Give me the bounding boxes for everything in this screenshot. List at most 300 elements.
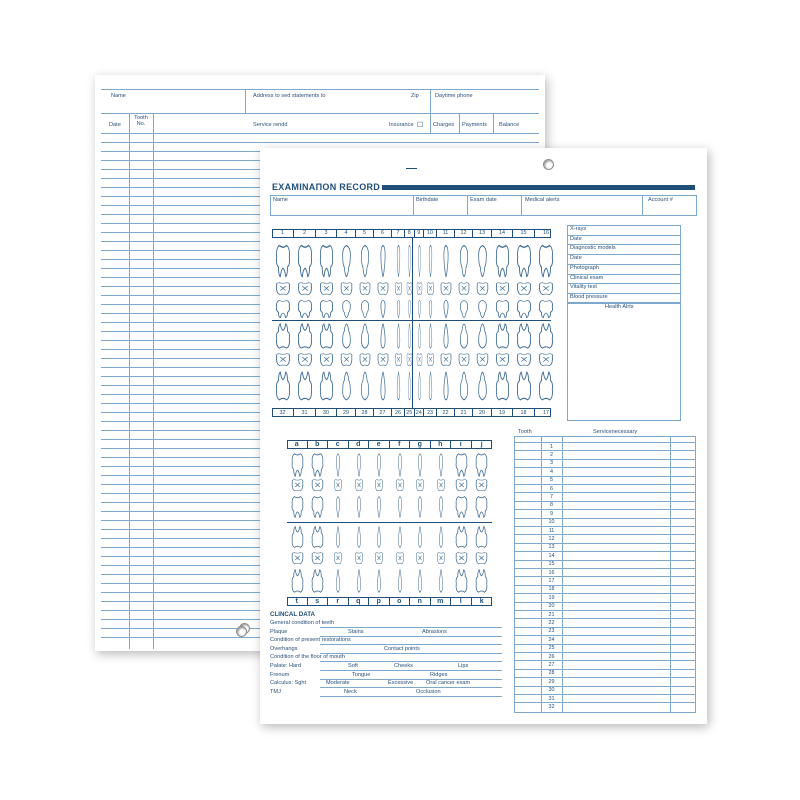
service-tooth-number: 12: [548, 536, 555, 542]
permanent-tooth[interactable]: [339, 299, 354, 319]
permanent-tooth[interactable]: [406, 299, 413, 319]
info-row-label: Photograph: [570, 264, 599, 271]
permanent-tooth[interactable]: [376, 322, 390, 350]
primary-upper-letter: c: [328, 440, 349, 448]
permanent-tooth[interactable]: [494, 352, 511, 369]
clinical-field-label: Plaque: [270, 628, 288, 635]
permanent-tooth[interactable]: [457, 243, 471, 279]
permanent-tooth[interactable]: [439, 281, 453, 298]
primary-tooth[interactable]: [474, 452, 489, 478]
clinical-field-label: Palate: Hard: [270, 663, 302, 669]
permanent-tooth[interactable]: [439, 299, 453, 319]
service-tooth-number: 31: [548, 695, 555, 702]
primary-tooth[interactable]: [474, 568, 489, 594]
service-tooth-number: 2: [550, 452, 553, 458]
service-tooth-header: Tooth: [518, 429, 532, 435]
primary-tooth[interactable]: [333, 568, 343, 594]
permanent-tooth[interactable]: [475, 243, 490, 279]
primary-tooth[interactable]: [374, 495, 384, 519]
permanent-tooth[interactable]: [339, 322, 354, 350]
upper-tooth-number: 11: [437, 229, 455, 237]
permanent-tooth[interactable]: [296, 322, 314, 350]
primary-tooth[interactable]: [395, 452, 405, 478]
primary-tooth[interactable]: [474, 495, 489, 519]
col-header-date: Date: [109, 122, 121, 128]
birthdate-label: Birthdate: [416, 197, 439, 203]
clinical-title: CLINCAL DATA: [270, 611, 316, 618]
insurance-checkbox[interactable]: ☐: [417, 122, 424, 129]
info-row-rule: [567, 235, 681, 236]
service-tooth-number: 19: [548, 594, 555, 601]
primary-tooth[interactable]: [290, 478, 305, 494]
clinical-field-label: Tongue: [352, 671, 371, 678]
service-tooth-number: 15: [548, 561, 555, 568]
primary-tooth[interactable]: [415, 551, 425, 567]
permanent-tooth[interactable]: [439, 352, 453, 369]
service-tooth-number: 1: [550, 443, 553, 450]
permanent-tooth[interactable]: [475, 352, 490, 369]
primary-tooth[interactable]: [310, 525, 325, 549]
service-tooth-number: 8: [550, 502, 553, 509]
fold-mark: [406, 168, 417, 169]
primary-tooth[interactable]: [374, 568, 384, 594]
primary-tooth[interactable]: [290, 551, 305, 567]
upper-tooth-number: 5: [356, 229, 374, 237]
lower-tooth-number: 22: [437, 409, 455, 417]
service-tooth-number: 26: [548, 653, 555, 660]
name-field-label: Name: [111, 93, 126, 99]
primary-upper-letter: h: [431, 440, 452, 448]
clinical-fill-line[interactable]: [320, 627, 502, 628]
primary-tooth[interactable]: [454, 525, 469, 549]
occlusal-line: [272, 320, 551, 321]
permanent-tooth[interactable]: [274, 243, 292, 279]
primary-tooth[interactable]: [354, 495, 364, 519]
header-divider: [642, 195, 643, 216]
permanent-tooth[interactable]: [416, 299, 423, 319]
service-tooth-number: 18: [548, 586, 555, 593]
permanent-tooth[interactable]: [439, 243, 453, 279]
col-header-payments: Payments: [462, 122, 487, 128]
permanent-tooth[interactable]: [494, 281, 511, 298]
primary-tooth[interactable]: [374, 452, 384, 478]
primary-tooth[interactable]: [474, 478, 489, 494]
permanent-tooth[interactable]: [274, 281, 292, 298]
info-row-label: Blood pressure: [570, 293, 608, 300]
upper-tooth-number: 3: [316, 229, 337, 237]
primary-lower-letter: p: [369, 597, 390, 605]
permanent-tooth[interactable]: [274, 299, 292, 319]
permanent-tooth[interactable]: [457, 322, 471, 350]
permanent-tooth[interactable]: [515, 370, 533, 402]
permanent-tooth[interactable]: [537, 299, 555, 319]
permanent-tooth[interactable]: [426, 370, 435, 402]
primary-upper-letter: j: [480, 441, 483, 448]
permanent-tooth[interactable]: [394, 322, 403, 350]
clinical-field-label: Ridges: [430, 671, 448, 678]
exam-record-sheet: [260, 148, 707, 724]
upper-tooth-number: 14: [492, 229, 513, 237]
info-row-label: Vitality test: [570, 284, 597, 291]
service-tooth-number: 30: [548, 687, 555, 694]
primary-tooth[interactable]: [395, 551, 405, 567]
permanent-tooth[interactable]: [515, 243, 533, 279]
permanent-tooth[interactable]: [537, 322, 555, 350]
primary-tooth[interactable]: [395, 525, 405, 549]
info-row-label: Date: [570, 255, 582, 262]
service-col-line: [670, 436, 671, 713]
lower-tooth-number: 30: [316, 409, 337, 417]
service-tooth-number: 7: [550, 494, 553, 500]
permanent-tooth[interactable]: [426, 322, 435, 350]
col-header-balance: Balance: [499, 122, 520, 128]
permanent-tooth[interactable]: [475, 281, 490, 298]
info-row-label: Diagnostic models: [570, 245, 616, 252]
primary-upper-letter: i: [451, 440, 472, 448]
clinical-field-label: Moderate: [326, 680, 350, 687]
clinical-fill-line[interactable]: [320, 696, 502, 697]
primary-lower-letter: s: [308, 597, 329, 605]
permanent-tooth[interactable]: [358, 243, 372, 279]
permanent-tooth[interactable]: [426, 299, 435, 319]
permanent-tooth[interactable]: [475, 370, 490, 402]
permanent-tooth[interactable]: [274, 370, 292, 402]
permanent-tooth[interactable]: [394, 281, 403, 298]
clinical-field-label: Cheeks: [394, 663, 413, 669]
permanent-tooth[interactable]: [475, 322, 490, 350]
permanent-tooth[interactable]: [318, 243, 335, 279]
service-tooth-number: 24: [548, 636, 555, 643]
permanent-tooth[interactable]: [475, 299, 490, 319]
primary-upper-letter: a: [287, 440, 308, 448]
permanent-tooth[interactable]: [426, 281, 435, 298]
clinical-field-label: Contact points: [384, 645, 420, 652]
permanent-tooth[interactable]: [394, 299, 403, 319]
permanent-tooth[interactable]: [537, 243, 555, 279]
service-tooth-number: 23: [548, 628, 555, 635]
permanent-tooth[interactable]: [318, 352, 335, 369]
primary-lower-letter: m: [431, 597, 452, 605]
permanent-tooth[interactable]: [406, 370, 413, 402]
permanent-tooth[interactable]: [439, 370, 453, 402]
permanent-tooth[interactable]: [296, 370, 314, 402]
clinical-field-label: Oral cancer exam: [426, 680, 471, 687]
permanent-tooth[interactable]: [515, 299, 533, 319]
permanent-tooth[interactable]: [416, 352, 423, 369]
ledger-col-line: [459, 113, 460, 133]
lower-tooth-number: 18: [513, 409, 535, 417]
permanent-tooth[interactable]: [318, 370, 335, 402]
upper-tooth-number: 10: [424, 229, 437, 237]
permanent-tooth[interactable]: [537, 370, 555, 402]
permanent-tooth[interactable]: [318, 322, 335, 350]
permanent-tooth[interactable]: [494, 299, 511, 319]
primary-tooth[interactable]: [310, 478, 325, 494]
clinical-fill-line[interactable]: [320, 670, 502, 671]
upper-tooth-number: 15: [513, 229, 535, 237]
primary-tooth[interactable]: [333, 551, 343, 567]
primary-tooth[interactable]: [436, 525, 446, 549]
lower-tooth-number: 25: [405, 409, 415, 417]
ledger-field-bottom-rule: [101, 113, 539, 114]
primary-tooth[interactable]: [333, 452, 343, 478]
lower-tooth-number: 17: [543, 410, 549, 416]
lower-tooth-number: 26: [392, 409, 405, 417]
upper-tooth-number: 7: [392, 229, 405, 237]
permanent-tooth[interactable]: [274, 352, 292, 369]
permanent-tooth[interactable]: [274, 322, 292, 350]
service-tooth-number: 20: [548, 603, 555, 610]
primary-tooth[interactable]: [474, 525, 489, 549]
permanent-tooth[interactable]: [394, 352, 403, 369]
upper-tooth-number: 1: [272, 229, 294, 237]
service-tooth-number: 10: [548, 519, 555, 526]
lower-tooth-number: 28: [356, 409, 374, 417]
service-header: Servicenecessary: [593, 429, 638, 435]
upper-tooth-number: 16: [543, 230, 549, 236]
primary-tooth[interactable]: [354, 568, 364, 594]
clinical-fill-line[interactable]: [320, 653, 502, 654]
header-divider: [521, 195, 522, 216]
permanent-tooth[interactable]: [494, 370, 511, 402]
permanent-tooth[interactable]: [339, 281, 354, 298]
clinical-field-label: Neck: [344, 688, 357, 695]
permanent-tooth[interactable]: [416, 322, 423, 350]
permanent-tooth[interactable]: [515, 322, 533, 350]
service-tooth-number: 13: [548, 544, 555, 551]
primary-tooth[interactable]: [333, 478, 343, 494]
title-bar: [382, 185, 695, 190]
primary-lower-letter: o: [390, 597, 411, 605]
permanent-tooth[interactable]: [515, 281, 533, 298]
primary-tooth[interactable]: [290, 452, 305, 478]
ledger-col-line: [153, 113, 154, 649]
primary-tooth[interactable]: [415, 525, 425, 549]
header-divider: [467, 195, 468, 216]
ledger-top-rule: [101, 89, 539, 90]
primary-tooth[interactable]: [290, 525, 305, 549]
permanent-tooth[interactable]: [358, 352, 372, 369]
primary-upper-letter: d: [349, 440, 370, 448]
health-alerts-label: Health Alrts: [605, 304, 634, 310]
medical-alerts-label: Medical alerts: [525, 197, 560, 203]
lower-tooth-number: 31: [294, 409, 316, 417]
service-tooth-number: 6: [550, 485, 553, 492]
primary-tooth[interactable]: [354, 478, 364, 494]
permanent-tooth[interactable]: [394, 370, 403, 402]
upper-tooth-number: 12: [455, 229, 473, 237]
permanent-tooth[interactable]: [296, 299, 314, 319]
primary-tooth[interactable]: [436, 551, 446, 567]
permanent-tooth[interactable]: [416, 281, 423, 298]
primary-tooth[interactable]: [415, 568, 425, 594]
primary-tooth[interactable]: [454, 551, 469, 567]
exam-title: EXAMINAΠON RECORD: [272, 182, 381, 192]
clinical-field-label: Lips: [458, 663, 469, 669]
primary-tooth[interactable]: [436, 568, 446, 594]
permanent-tooth[interactable]: [296, 352, 314, 369]
permanent-tooth[interactable]: [376, 352, 390, 369]
permanent-tooth[interactable]: [457, 299, 471, 319]
primary-tooth[interactable]: [415, 452, 425, 478]
permanent-tooth[interactable]: [426, 352, 435, 369]
service-tooth-number: 22: [548, 620, 555, 626]
permanent-tooth[interactable]: [457, 281, 471, 298]
col-header-tooth: Tooth No.: [134, 115, 148, 127]
permanent-tooth[interactable]: [515, 352, 533, 369]
primary-upper-letter: b: [308, 440, 329, 448]
primary-tooth[interactable]: [436, 495, 446, 519]
punch-hole: [236, 626, 247, 637]
info-row-label: X-rays: [570, 226, 587, 232]
primary-tooth[interactable]: [290, 495, 305, 519]
permanent-tooth[interactable]: [358, 370, 372, 402]
permanent-tooth[interactable]: [376, 299, 390, 319]
permanent-tooth[interactable]: [339, 352, 354, 369]
permanent-tooth[interactable]: [416, 370, 423, 402]
col-header-service: Service rendd: [253, 122, 288, 128]
primary-tooth[interactable]: [415, 478, 425, 494]
permanent-tooth[interactable]: [318, 299, 335, 319]
primary-tooth[interactable]: [310, 495, 325, 519]
primary-tooth[interactable]: [436, 478, 446, 494]
clinical-field-label: Abrasions: [422, 628, 447, 635]
primary-tooth[interactable]: [454, 495, 469, 519]
primary-tooth[interactable]: [395, 478, 405, 494]
info-row-label: Date: [570, 235, 582, 242]
primary-tooth[interactable]: [354, 452, 364, 478]
permanent-tooth[interactable]: [537, 352, 555, 369]
ledger-field-divider: [245, 89, 246, 113]
primary-tooth[interactable]: [474, 551, 489, 567]
primary-tooth[interactable]: [395, 495, 405, 519]
ledger-field-divider: [430, 89, 431, 113]
primary-tooth[interactable]: [374, 478, 384, 494]
upper-tooth-number: 2: [294, 229, 316, 237]
permanent-tooth[interactable]: [457, 352, 471, 369]
lower-tooth-number: 23: [424, 409, 437, 417]
permanent-tooth[interactable]: [406, 352, 413, 369]
phone-field-label: Daytime phone: [435, 93, 473, 99]
primary-upper-letter: e: [369, 440, 390, 448]
primary-tooth[interactable]: [374, 551, 384, 567]
primary-tooth[interactable]: [310, 568, 325, 594]
lower-tooth-number: 19: [492, 409, 513, 417]
permanent-tooth[interactable]: [296, 281, 314, 298]
primary-tooth[interactable]: [310, 551, 325, 567]
primary-tooth[interactable]: [374, 525, 384, 549]
info-row-label: Clinical exam: [570, 274, 604, 281]
primary-tooth[interactable]: [415, 495, 425, 519]
service-tooth-number: 17: [548, 578, 555, 584]
service-tooth-number: 16: [548, 569, 555, 576]
service-tooth-number: 21: [548, 611, 555, 618]
primary-occlusal-line: [287, 522, 492, 523]
permanent-tooth[interactable]: [406, 322, 413, 350]
ledger-col-line: [493, 113, 494, 133]
header-divider: [413, 195, 414, 216]
primary-tooth[interactable]: [354, 551, 364, 567]
upper-tooth-number: 9: [415, 229, 425, 237]
permanent-tooth[interactable]: [339, 243, 354, 279]
permanent-tooth[interactable]: [416, 243, 423, 279]
ledger-row-rule: [101, 142, 539, 143]
lower-tooth-number: 20: [473, 409, 492, 417]
service-tooth-number: 4: [550, 468, 553, 475]
service-tooth-number: 5: [550, 477, 553, 484]
permanent-tooth[interactable]: [394, 243, 403, 279]
service-tooth-number: 28: [548, 670, 555, 677]
permanent-tooth[interactable]: [537, 281, 555, 298]
permanent-tooth[interactable]: [339, 370, 354, 402]
service-tooth-number: 25: [548, 645, 555, 652]
service-tooth-number: 3: [550, 460, 553, 467]
clinical-field-label: General condition of teeth: [270, 620, 335, 626]
clinical-field-label: Frenum: [270, 671, 290, 678]
permanent-tooth[interactable]: [457, 370, 471, 402]
clinical-field-label: Condition of present restorations: [270, 637, 351, 644]
clinical-field-label: Excessive: [388, 680, 414, 687]
primary-tooth[interactable]: [454, 452, 469, 478]
service-tooth-number: 14: [548, 552, 555, 559]
permanent-tooth[interactable]: [406, 243, 413, 279]
permanent-tooth[interactable]: [318, 281, 335, 298]
clinical-field-label: Condition of the floor of mouth: [270, 654, 345, 661]
primary-tooth[interactable]: [290, 568, 305, 594]
primary-tooth[interactable]: [354, 525, 364, 549]
primary-lower-letter: n: [410, 597, 431, 605]
primary-tooth[interactable]: [454, 568, 469, 594]
exam-name-label: Name: [273, 197, 288, 203]
permanent-tooth[interactable]: [426, 243, 435, 279]
primary-tooth[interactable]: [333, 495, 343, 519]
permanent-tooth[interactable]: [494, 243, 511, 279]
primary-tooth[interactable]: [436, 452, 446, 478]
primary-tooth[interactable]: [310, 452, 325, 478]
ledger-col-line: [430, 113, 431, 133]
permanent-tooth[interactable]: [439, 322, 453, 350]
primary-tooth[interactable]: [395, 568, 405, 594]
primary-tooth[interactable]: [454, 478, 469, 494]
permanent-tooth[interactable]: [358, 299, 372, 319]
primary-tooth[interactable]: [333, 525, 343, 549]
service-tooth-number: 9: [550, 510, 553, 517]
permanent-tooth[interactable]: [358, 281, 372, 298]
primary-upper-letter: g: [410, 440, 431, 448]
permanent-tooth[interactable]: [494, 322, 511, 350]
permanent-tooth[interactable]: [406, 281, 413, 298]
lower-tooth-number: 24: [415, 409, 425, 417]
col-header-insurance: Insurance: [389, 122, 414, 128]
info-row-rule: [567, 254, 681, 255]
service-col-line: [562, 436, 563, 713]
clinical-field-label: Overhangs: [270, 645, 298, 652]
clinical-field-label: TMJ: [270, 688, 281, 695]
permanent-tooth[interactable]: [358, 322, 372, 350]
lower-tooth-number: 27: [374, 409, 392, 417]
permanent-tooth[interactable]: [376, 370, 390, 402]
clinical-field-label: Calculus: Sght: [270, 680, 307, 687]
zip-field-label: Zip: [411, 93, 419, 99]
service-tooth-number: 11: [548, 527, 555, 534]
permanent-tooth[interactable]: [376, 243, 390, 279]
permanent-tooth[interactable]: [296, 243, 314, 279]
exam-date-label: Exam date: [470, 197, 497, 203]
ledger-col-line: [129, 113, 130, 649]
service-tooth-number: 29: [548, 678, 555, 685]
clinical-field-label: Stains: [348, 628, 364, 635]
permanent-tooth[interactable]: [376, 281, 390, 298]
